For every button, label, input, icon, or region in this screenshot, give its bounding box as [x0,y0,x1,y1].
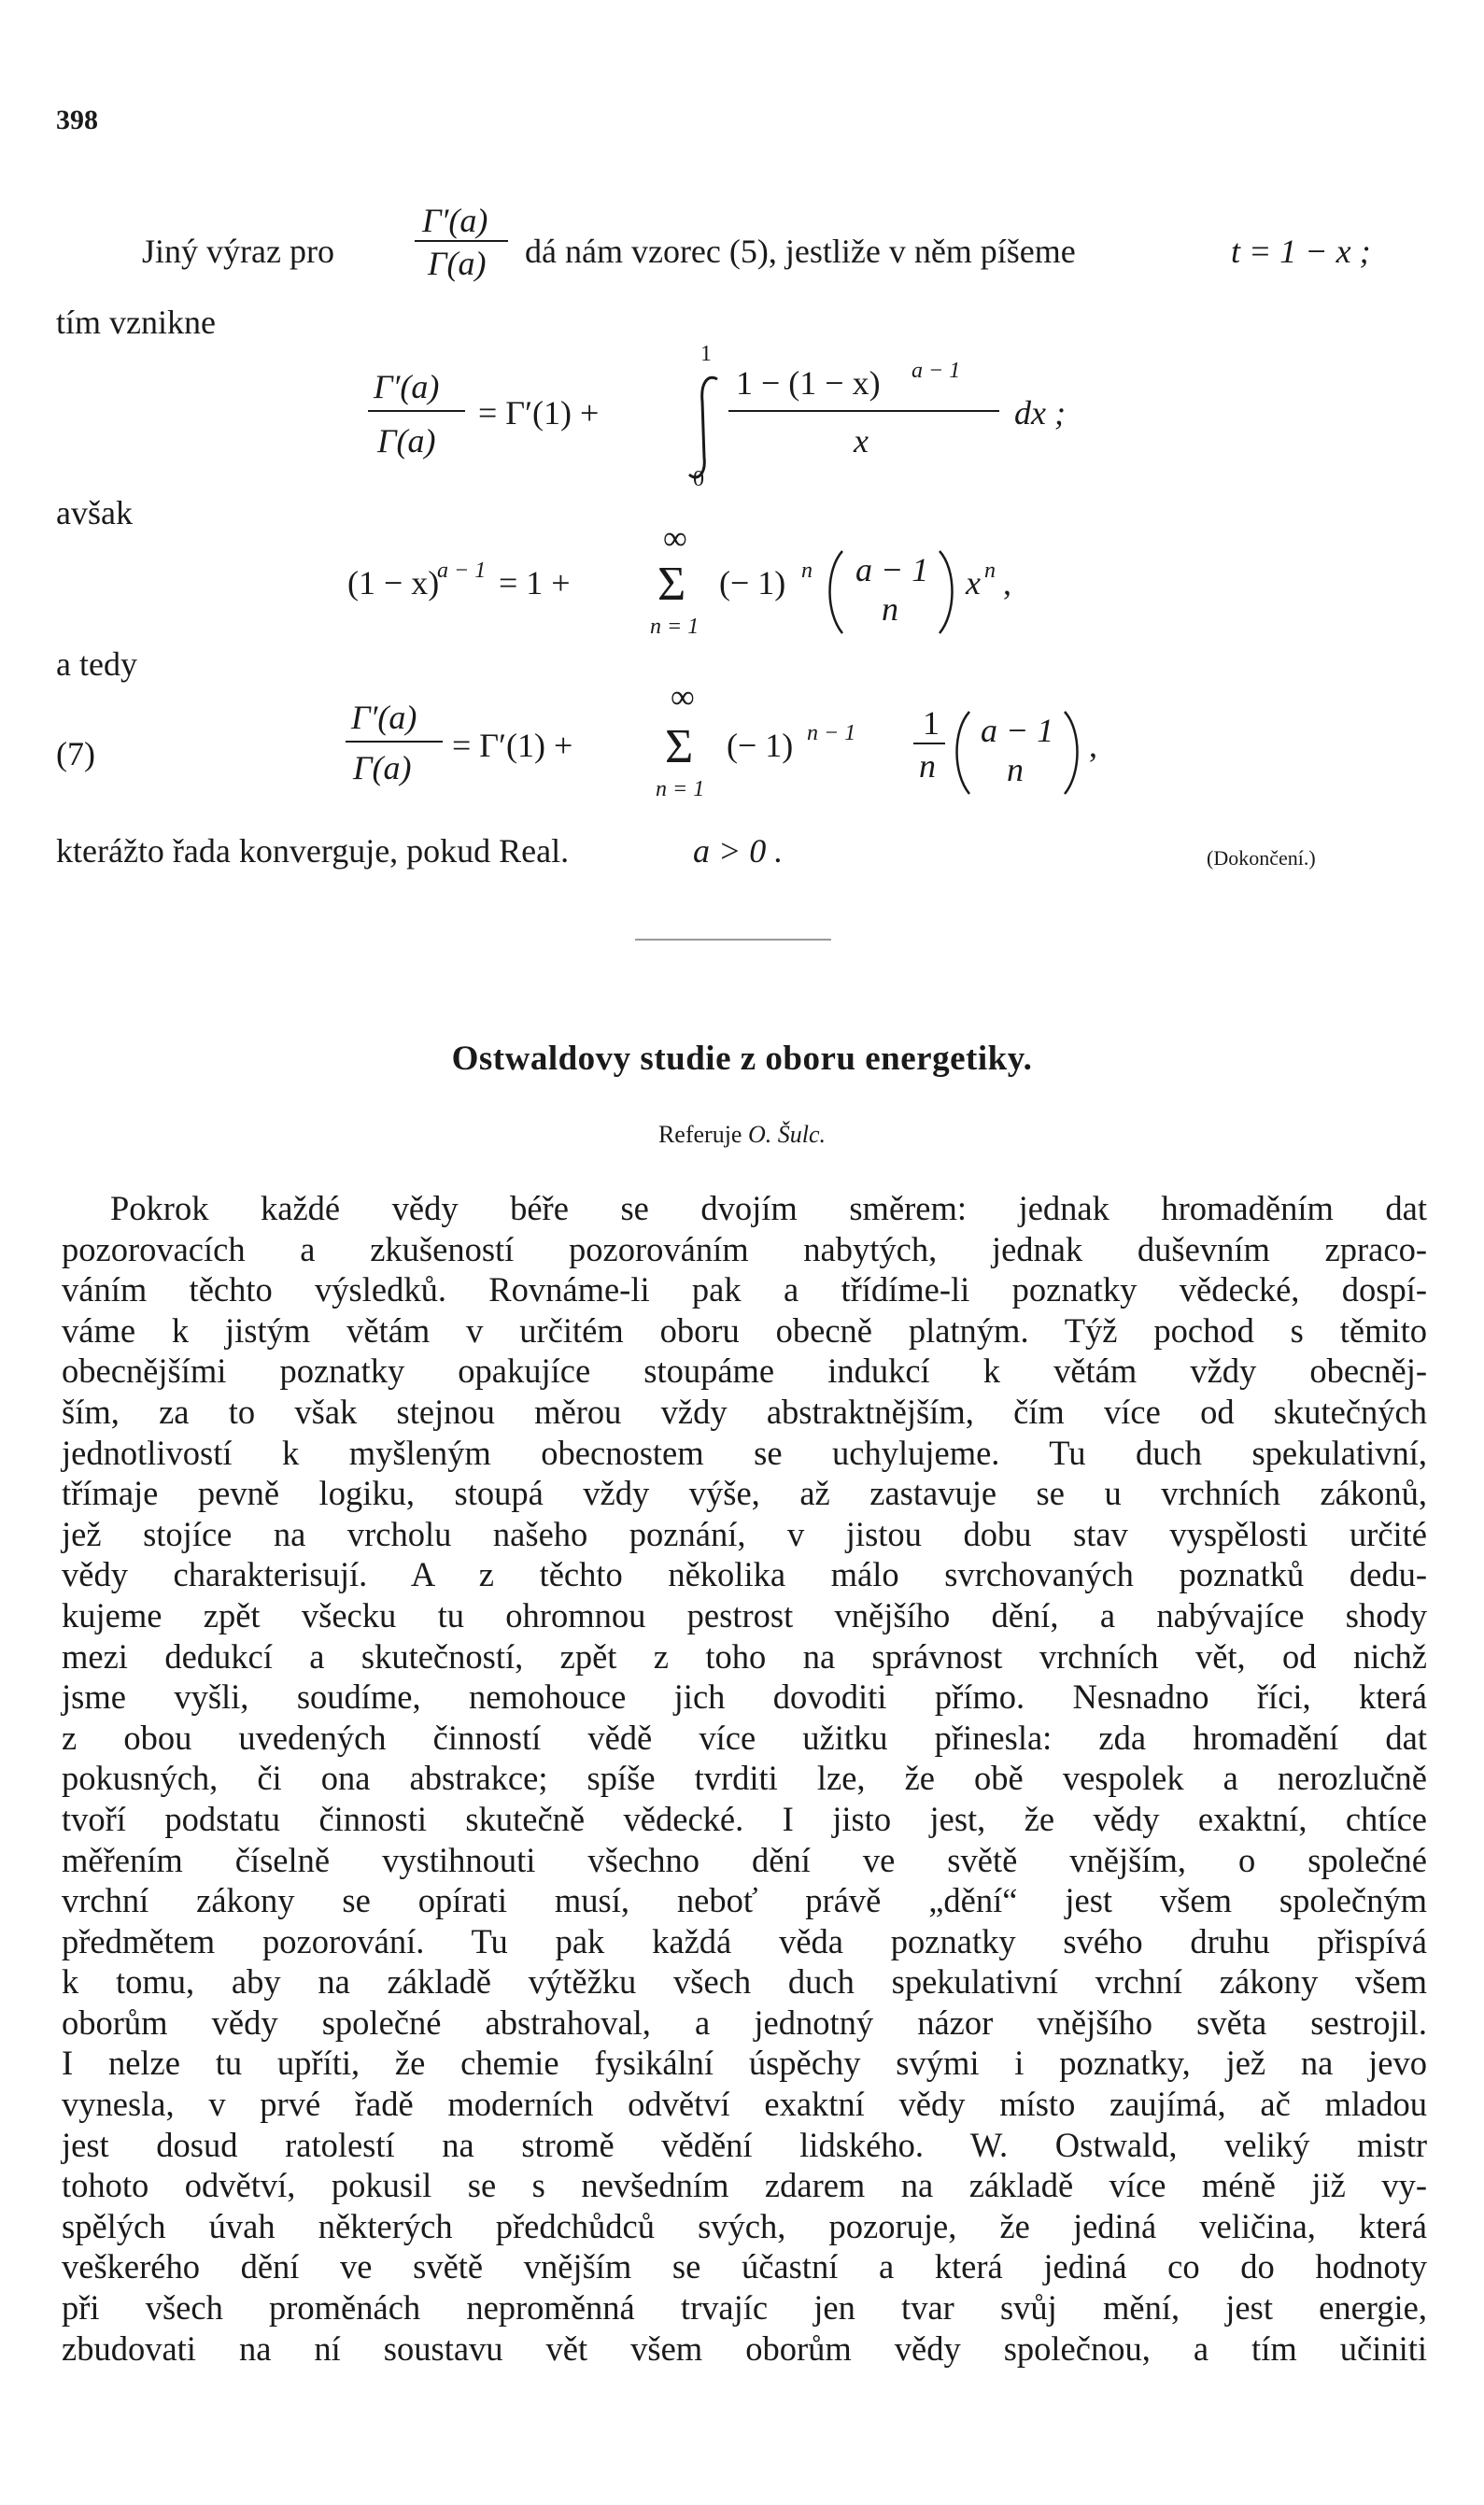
gamma-ratio-den: Γ(a) [428,245,487,282]
eq3-sum-lower: n = 1 [656,777,705,801]
body-line: pokusných, či ona abstrakce; spíše tvrditi lze, že obě vespolek a nerozlučně [62,1759,1427,1798]
eq2-term-exp: n [801,559,813,583]
body-line: vynesla, v prvé řadě moderních odvětví exaktní vědy místo zaujímá, ač mladou [62,2085,1427,2124]
page-number: 398 [56,105,98,135]
eq3-lhs-num: Γ′(a) [351,699,417,736]
equation-integral [355,336,1195,499]
body-line: veškerého dění ve světě vnějším se účastní a která jediná co do hodnoty [62,2247,1427,2286]
gamma-ratio-inline [411,200,514,297]
eq3-binom-bottom: n [1007,751,1024,788]
intro-substitution: t = 1 − x ; [1231,233,1371,270]
eq3-frac-num: 1 [923,704,940,742]
article-title: Ostwaldovy studie z oboru energetiky. [451,1040,1033,1078]
continued-note: (Dokončení.) [1207,846,1316,870]
eq3-term-exp: n − 1 [807,721,856,745]
summation-icon: Σ [665,720,694,773]
eq1-rhs-gamma: = Γ′(1) + [478,394,600,432]
eq2-equals: = 1 + [499,564,571,601]
body-line: jsme vyšli, soudíme, nemohouce jich dovoditi přímo. Nesnadno říci, která [62,1677,1427,1717]
eq1-lhs-den: Γ(a) [377,422,436,460]
eq3-frac-den: n [919,747,936,785]
body-line: jednotlivostí k myšleným obecnostem se uchylujeme. Tu duch spekulativní, [62,1433,1427,1472]
body-line: váme k jistým větám v určitém oboru obecně platným. Týž pochod s těmito [62,1310,1427,1350]
equation-binomial-series [346,519,1186,658]
body-line: jest dosud ratolestí na stromě vědění lidského. W. Ostwald, veliký mistr [62,2125,1427,2164]
article-byline [0,1121,1484,1149]
eq2-sum-upper: ∞ [663,519,687,557]
binomial-left-paren-icon [830,551,843,633]
eq2-lhs-exp: a − 1 [437,559,487,583]
body-line: tvoří podstatu činnosti skutečně vědecké. I jisto jest, že vědy exaktní, chtíce [62,1799,1427,1838]
eq3-binom-top: a − 1 [981,712,1054,749]
eq1-integrand-num: 1 − (1 − x) [736,364,881,402]
body-line: ším, za to však stejnou měrou vždy abstraktnějším, čím více od skutečných [62,1392,1427,1431]
eq2-xn: x [966,564,981,601]
eq2-binom-top: a − 1 [855,551,929,588]
eq1-lhs-num: Γ′(a) [374,368,440,405]
eq2-term: (− 1) [719,564,786,601]
binomial-left-paren-icon [957,712,970,794]
body-line: třímaje pevně logiku, stoupá vždy výše, až zastavuje se u vrchních zákonů, [62,1474,1427,1513]
body-line: spělých úvah některých předchůdců svých, pozoruje, že jediná veličina, která [62,2206,1427,2245]
intro-text-after: dá nám vzorec (5), jestliže v něm píšeme [525,233,1076,270]
body-line: vědy charakterisují. A z těchto několika málo svrchovaných poznatků dedu- [62,1555,1427,1594]
body-line: mezi dedukcí a skutečností, zpět z toho na správnost vrchních vět, od nichž [62,1636,1427,1676]
eq3-lhs-den: Γ(a) [353,749,412,786]
eq2-xn-exp: n [984,559,996,583]
body-line: předmětem pozorování. Tu pak každá věda poznatky svého druhu přispívá [62,1921,1427,1960]
label-avsak: avšak [56,494,133,531]
eq1-dx: dx ; [1014,394,1066,432]
body-line: Pokrok každé vědy béře se dvojím směrem: jednak hromaděním dat [110,1189,1427,1227]
intro-text-before: Jiný výraz pro [142,233,334,270]
closing-condition: a > 0 . [693,832,784,870]
article-body [62,1188,1427,2369]
summation-icon: Σ [657,558,686,611]
label-tim-vznikne: tím vznikne [56,304,216,341]
body-line: váním těchto výsledků. Rovnáme-li pak a třídíme-li poznatky vědecké, dospí- [62,1270,1427,1309]
body-line: zbudovati na ní soustavu vět všem oborům vědy společnou, a tím učiniti [62,2328,1427,2368]
eq1-int-upper: 1 [700,342,712,366]
body-line: jež stojíce na vrcholu našeho poznání, v jistou dobu stav vyspělosti určité [62,1514,1427,1553]
body-line: I nelze tu upříti, že chemie fysikální úspěchy svými i poznatky, jež na jevo [62,2044,1427,2083]
body-line: oborům vědy společné abstrahoval, a jednotný názor vnějšího světa sestrojil. [62,2003,1427,2042]
binomial-right-paren-icon [940,551,953,633]
body-line: pozorovacích a zkušeností pozorováním nabytých, jednak duševním zpraco- [62,1229,1427,1268]
eq3-term: (− 1) [727,727,794,764]
body-line: obecnějšími poznatky opakujíce stoupáme indukcí k větám vždy obecněj- [62,1352,1427,1391]
eq1-int-lower: 0 [693,467,704,491]
byline-author: O. Šulc. [747,1121,827,1148]
body-line: při všech proměnách neproměnná trvajíc jen tvar svůj mění, jest energie, [62,2288,1427,2328]
eq3-comma: , [1089,727,1097,764]
eq3-sum-upper: ∞ [671,678,695,715]
body-line: kujeme zpět všecku tu ohromnou pestrost vnějšího dění, a nabývajíce shody [62,1595,1427,1635]
eq1-integrand-exp: a − 1 [912,359,961,383]
gamma-ratio-num: Γ′(a) [422,202,488,239]
eq2-binom-bottom: n [882,590,898,628]
body-line: vrchní zákony se opírati musí, neboť právě „dění“ jest všem společným [62,1881,1427,1920]
section-divider [635,939,831,941]
body-line: tohoto odvětví, pokusil se s nevšedním zdarem na základě více méně již vy- [62,2166,1427,2205]
body-line: měřením číselně vystihnouti všechno dění ve světě vnějším, o společné [62,1840,1427,1879]
eq1-integrand-den: x [854,422,869,460]
body-line: z obou uvedených činností vědě více užitku přinesla: zda hromadění dat [62,1718,1427,1757]
label-a-tedy: a tedy [56,645,137,683]
body-line: k tomu, aby na základě výtěžku všech duch spekulativní vrchní zákony všem [62,1962,1427,2002]
eq2-comma: , [1003,564,1011,601]
closing-text: kterážto řada konverguje, pokud Real. [56,832,570,870]
equation-7-label: (7) [56,735,95,772]
eq2-sum-lower: n = 1 [650,615,700,639]
binomial-right-paren-icon [1065,712,1078,794]
equation-7 [338,672,1179,816]
eq2-lhs: (1 − x) [347,564,440,601]
byline-prefix: Referuje [657,1121,742,1148]
integral-sign-icon [689,377,717,477]
eq3-rhs-gamma: = Γ′(1) + [452,727,573,764]
